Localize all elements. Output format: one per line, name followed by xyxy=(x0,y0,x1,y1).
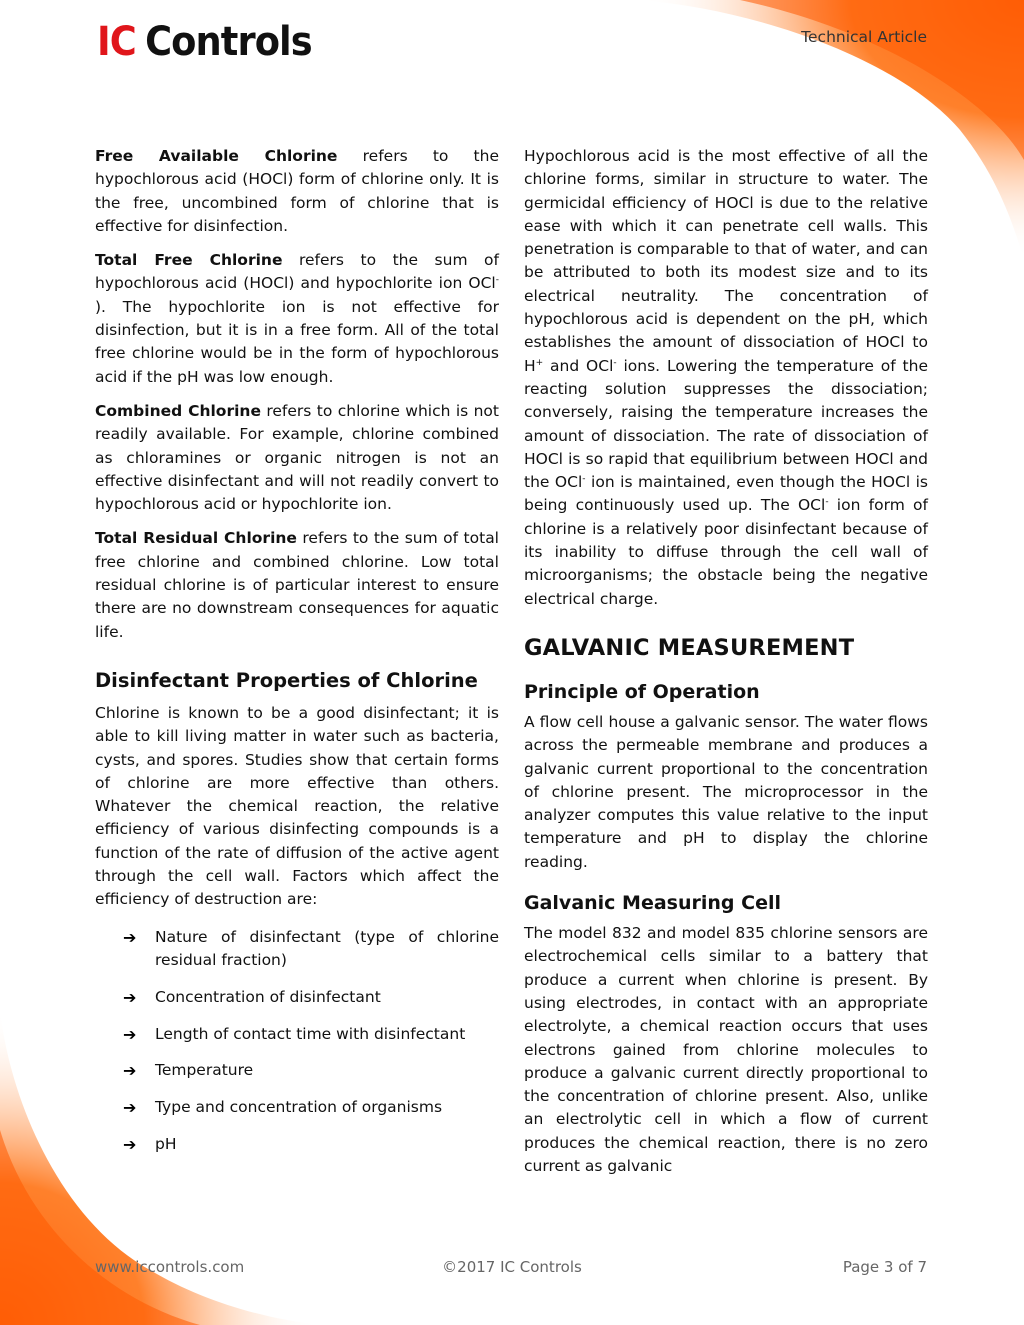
list-item-text: pH xyxy=(155,1134,177,1153)
main-section-heading: GALVANIC MEASUREMENT xyxy=(524,634,855,661)
arrow-icon: ➔ xyxy=(123,987,137,1007)
document-type-label: Technical Article xyxy=(801,28,927,46)
ic-controls-logo xyxy=(97,20,312,64)
definition-text: refers to the sum of total free chlorine and combined chlorine. Low total residual chlorine is of particular interest to ensure there are no downstream consequences for aquatic life. xyxy=(95,529,499,641)
logo-controls-text: Controls xyxy=(145,19,312,65)
term: Free Available Chlorine xyxy=(95,147,338,165)
superscript: - xyxy=(613,357,617,368)
list-item-text: Temperature xyxy=(155,1061,254,1080)
term: Total Free Chlorine xyxy=(95,251,283,270)
definition-free-available-chlorine xyxy=(95,145,499,238)
superscript: + xyxy=(535,357,544,368)
definition-total-free-chlorine xyxy=(95,249,499,389)
factors-list xyxy=(95,926,499,1157)
left-column xyxy=(95,145,499,1170)
arrow-icon: ➔ xyxy=(123,1098,137,1118)
list-item-text: Type and concentration of organisms xyxy=(155,1098,443,1117)
logo-ic-text: IC xyxy=(97,19,136,65)
arrow-icon: ➔ xyxy=(123,1024,137,1044)
list-item xyxy=(95,1059,499,1082)
definition-text: refers to the hypochlorous acid (HOCl) form of chlorine only. It is the free, uncombined form of chlorine that is effective for disinfection. xyxy=(95,147,499,235)
superscript: - xyxy=(825,497,829,508)
arrow-icon: ➔ xyxy=(123,1134,137,1154)
list-item xyxy=(95,986,499,1009)
superscript: - xyxy=(495,275,499,286)
term: Total Residual Chlorine xyxy=(95,529,297,548)
list-item-text: Length of contact time with disinfectant xyxy=(155,1024,466,1043)
list-item-text: Concentration of disinfectant xyxy=(155,987,381,1006)
list-item xyxy=(95,1023,499,1046)
subsection-heading: Principle of Operation xyxy=(524,680,760,703)
text-run: ions. Lowering the temperature of the reacting solution suppresses the dissociation; conversely, raising the temperature increases the amount of dissociation. The rate of dissociation of HOCl is so rapid that equilibrium between HOCl and the OCl xyxy=(524,356,928,492)
subsection-heading: Galvanic Measuring Cell xyxy=(524,892,781,915)
section-heading: Disinfectant Properties of Chlorine xyxy=(95,668,478,692)
term: Combined Chlorine xyxy=(95,401,261,420)
body-paragraph xyxy=(524,145,928,611)
list-item-text: Nature of disinfectant (type of chlorine residual fraction) xyxy=(155,927,499,969)
definition-text: ). The hypochlorite ion is not effective for disinfection, but it is in a free form. All of the total free chlorine would be in the form of hypochlorous acid if the pH was low enough. xyxy=(95,297,499,386)
text-run: ion is maintained, even though the HOCl is being continuously used up. The OCl xyxy=(524,473,929,515)
list-item xyxy=(95,1133,499,1156)
list-item xyxy=(95,1096,499,1119)
text-run: and OCl xyxy=(543,356,614,375)
footer-website: www.iccontrols.com xyxy=(95,1258,245,1276)
definition-total-residual-chlorine xyxy=(95,527,499,643)
definition-combined-chlorine xyxy=(95,400,499,516)
list-item xyxy=(95,926,499,973)
arrow-icon: ➔ xyxy=(123,1061,137,1081)
text-run: ion form of chlorine is a relatively poor disinfectant because of its inability to diffuse through the cell wall of microorganisms; the obstacle being the negative electrical charge. xyxy=(524,496,928,608)
footer-copyright: ©2017 IC Controls xyxy=(442,1258,582,1276)
footer-page-number: Page 3 of 7 xyxy=(842,1258,927,1276)
body-paragraph: Chlorine is known to be a good disinfectant; it is able to kill living matter in water such as bacteria, cysts, and spores. Studies show that certain forms of chlorine are more effective than others. Whatever the chemical reaction, the relative efficiency of various disinfecting compounds is a function of the rate of diffusion of the active agent through the cell wall. Factors which affect the efficiency of destruction are: xyxy=(95,703,499,909)
definition-text: refers to the sum of hypochlorous acid (HOCl) and hypochlorite ion OCl xyxy=(95,251,499,293)
definition-text: refers to chlorine which is not readily available. For example, chlorine combined as chloramines or organic nitrogen is not an effective disinfectant and will not readily convert to hypochlorous acid or hypochlorite ion. xyxy=(95,401,499,514)
arrow-icon: ➔ xyxy=(123,927,137,947)
body-paragraph: The model 832 and model 835 chlorine sensors are electrochemical cells similar to a battery that produce a current when chlorine is present. By using electrodes, in contact with an appropriate electrolyte, a chemical reaction occurs that uses electrons gained from chlorine molecules to produce a galvanic current directly proportional to the concentration of chlorine present. Also, unlike an electrolytic cell in which a flow of current produces the chemical reaction, there is no zero current as galvanic xyxy=(524,924,928,1175)
superscript: - xyxy=(582,474,586,484)
body-paragraph: A flow cell house a galvanic sensor. The water flows across the permeable membrane and produces a galvanic current proportional to the concentration of chlorine present. The microprocessor in the analyzer computes this value relative to the input temperature and pH to display the chlorine reading. xyxy=(524,712,928,871)
right-column xyxy=(524,145,928,1189)
text-run: Hypochlorous acid is the most effective of all the chlorine forms, similar in structure to water. The germicidal efficiency of HOCl is due to the relative ease with which it can penetrate cell walls. This penetration is comparable to that of water, and can be attributed to both its modest size and to its electrical neutrality. The concentration of hypochlorous acid is dependent on the pH, which establishes the amount of dissociation of HOCl to H xyxy=(524,147,928,375)
